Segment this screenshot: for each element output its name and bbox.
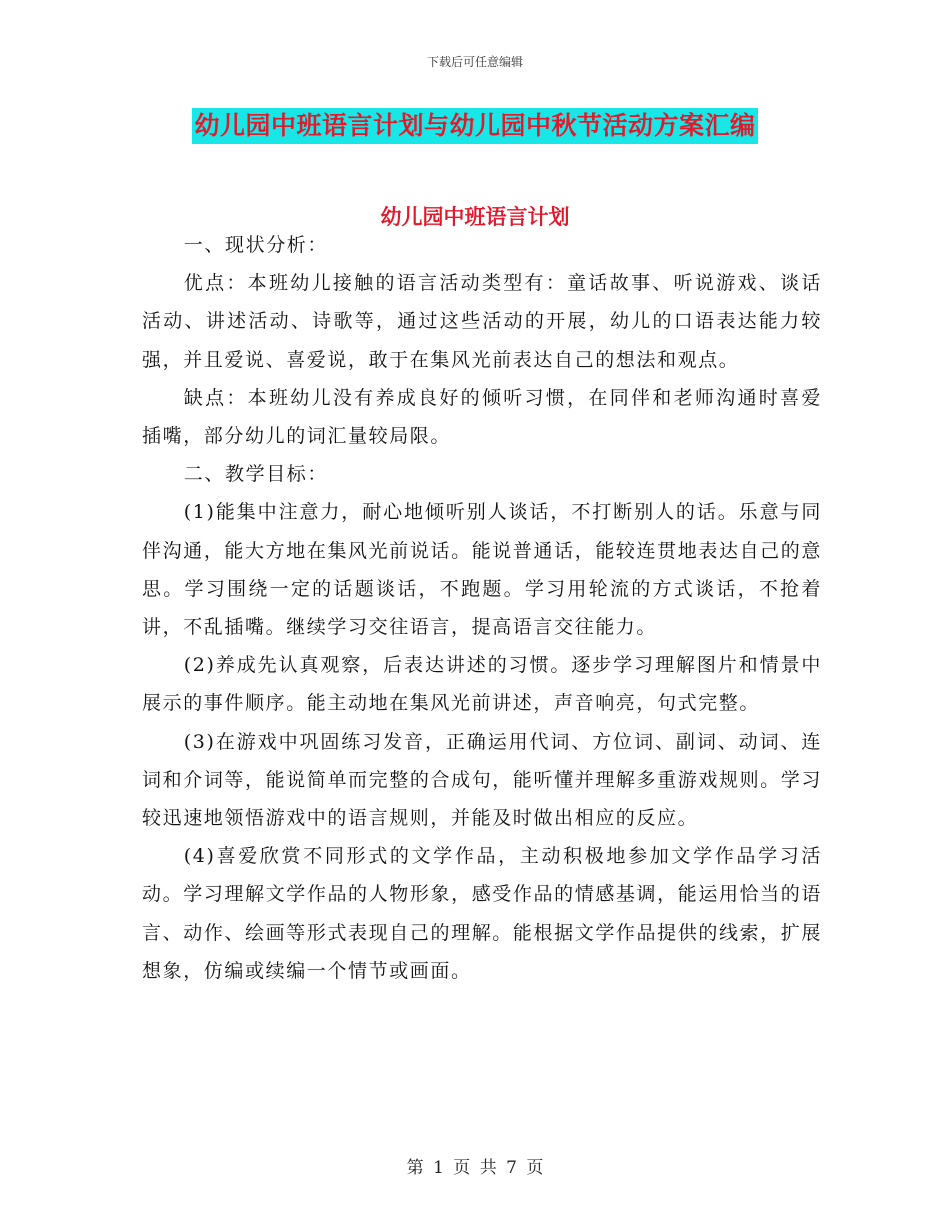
section-title: 幼儿园中班语言计划 — [380, 205, 570, 229]
paragraph-goal-4: (4)喜爱欣赏不同形式的文学作品，主动积极地参加文学作品学习活动。学习理解文学作品的人物形象，感受作品的情感基调，能运用恰当的语言、动作、绘画等形式表现自己的理解。能根据文学作品提供的线索，扩展想象，仿编或续编一个情节或画面。 — [142, 845, 822, 982]
heading-status-analysis: 一、现状分析： — [183, 234, 328, 256]
paragraph-weaknesses: 缺点：本班幼儿没有养成良好的倾听习惯，在同伴和老师沟通时喜爱插嘴，部分幼儿的词汇量较局限。 — [142, 386, 822, 448]
document-body — [142, 226, 822, 990]
document-title: 幼儿园中班语言计划与幼儿园中秋节活动方案汇编 — [192, 108, 757, 144]
document-title-wrap — [0, 108, 950, 144]
page-number: 第 1 页 共 7 页 — [406, 1158, 544, 1178]
paragraph-goal-2: (2)养成先认真观察，后表达讲述的习惯。逐步学习理解图片和情景中展示的事件顺序。能主动地在集风光前讲述，声音响亮，句式完整。 — [142, 654, 822, 715]
paragraph-strengths: 优点：本班幼儿接触的语言活动类型有：童话故事、听说游戏、谈话活动、讲述活动、诗歌等，通过这些活动的开展，幼儿的口语表达能力较强，并且爱说、喜爱说，敢于在集风光前表达自己的想法和观点。 — [142, 272, 822, 371]
header-note: 下载后可任意编辑 — [426, 55, 523, 69]
paragraph-goal-1: (1)能集中注意力，耐心地倾听别人谈话，不打断别人的话。乐意与同伴沟通，能大方地在集风光前说话。能说普通话，能较连贯地表达自己的意思。学习围绕一定的话题谈话，不跑题。学习用轮流的方式谈话，不抢着讲，不乱插嘴。继续学习交往语言，提高语言交往能力。 — [142, 501, 822, 639]
heading-teaching-goals: 二、教学目标： — [183, 463, 328, 486]
paragraph-goal-3: (3)在游戏中巩固练习发音，正确运用代词、方位词、副词、动词、连词和介词等，能说简单而完整的合成句，能听懂并理解多重游戏规则。学习较迅速地领悟游戏中的语言规则，并能及时做出相应的反应。 — [142, 730, 822, 830]
